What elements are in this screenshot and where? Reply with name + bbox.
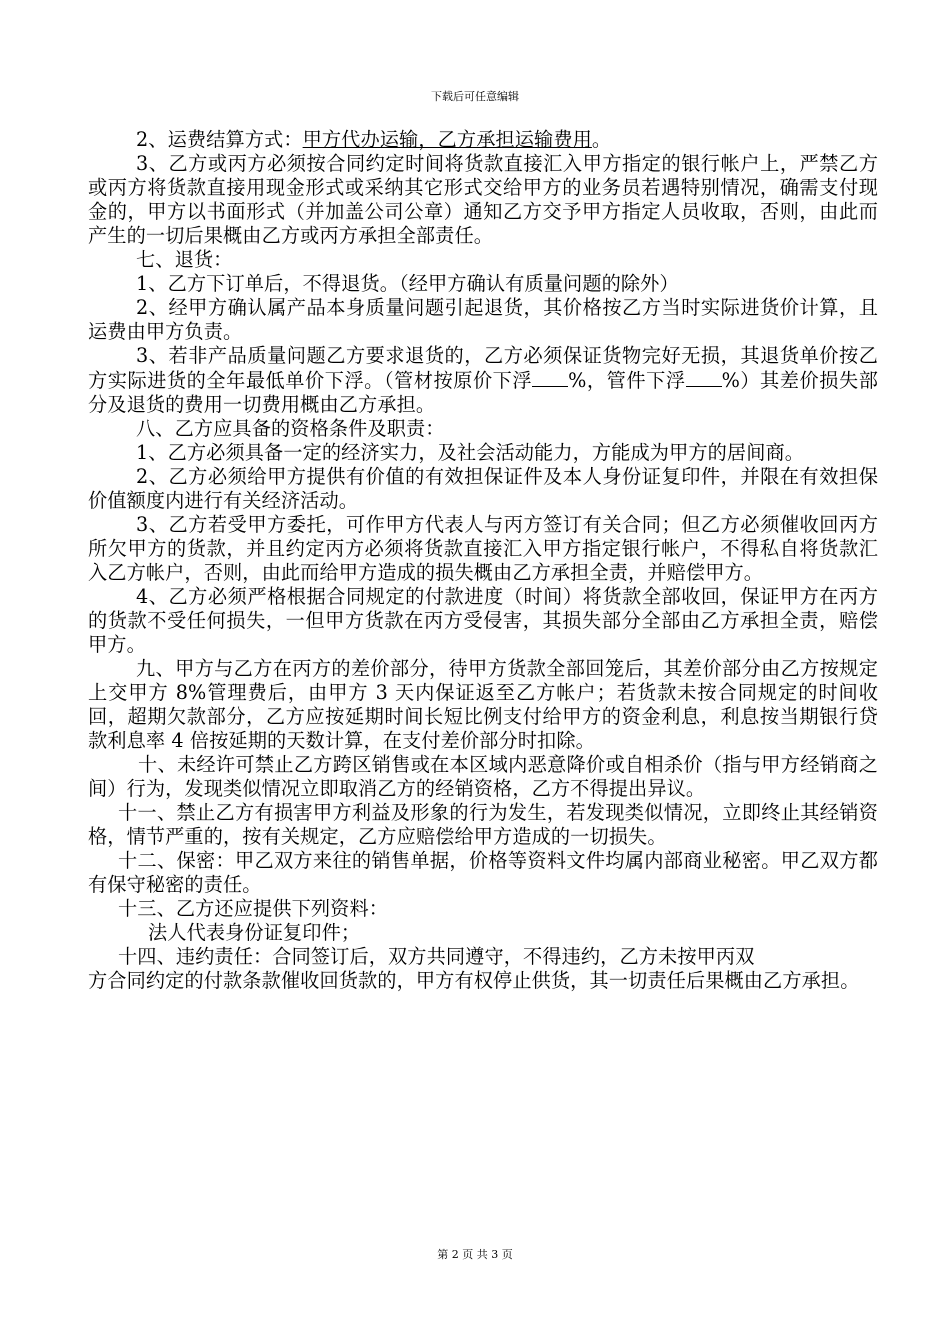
returns-3-part-b: %，管件下浮 [568,369,686,392]
paragraph-qualification-2: 2、乙方必须给甲方提供有价值的有效担保证件及本人身份证复印件，并限在有效担保价值额度内进行有关经济活动。 [88,465,878,512]
section-heading-qualifications: 八、乙方应具备的资格条件及职责： [136,417,445,440]
paragraph-section-fourteen: 十四、违约责任：合同签订后，双方共同遵守，不得违约，乙方未按甲丙双 [118,945,755,968]
returns-3-part-a: 3、若非产品质量问题乙方要求退货的，乙方必须保证货物完好无损，其退货单价按乙方实际进货的全年最低单价下浮。（管材按原价下浮 [88,344,878,392]
paragraph-payment-account: 3、乙方或丙方必须按合同约定时间将货款直接汇入甲方指定的银行帐户上，严禁乙方或丙方将货款直接用现金形式或采纳其它形式交给甲方的业务员若遇特别情况，确需支付现金的，甲方以书面形式（并加盖公司公章）通知乙方交予甲方指定人员收取，否则，由此而产生的一切后果概由乙方或丙方承担全部责任。 [88,152,878,247]
paragraph-returns-3 [88,344,878,417]
paragraph-qualification-3: 3、乙方若受甲方委托，可作甲方代表人与丙方签订有关合同；但乙方必须催收回丙方所欠甲方的货款，并且约定丙方必须将货款直接汇入甲方指定银行帐户，不得私自将货款汇入乙方帐户，否则，由此而给甲方造成的损失概由乙方承担全责，并赔偿甲方。 [88,513,878,584]
blank-field [532,368,568,387]
page-header: 下载后可任意编辑 [431,90,519,103]
paragraph-section-ten: 十、未经许可禁止乙方跨区销售或在本区域内恶意降价或自相杀价（指与甲方经销商之间）行为，发现类似情况立即取消乙方的经销资格，乙方不得提出异议。 [88,753,878,800]
paragraph-returns-2: 2、经甲方确认属产品本身质量问题引起退货，其价格按乙方当时实际进货价计算，且运费由甲方负责。 [88,296,878,343]
paragraph-returns-1: 1、乙方下订单后，不得退货。（经甲方确认有质量问题的除外） [136,272,679,295]
document-body [88,128,878,993]
paragraph-section-fourteen-cont: 方合同约定的付款条款催收回货款的，甲方有权停止供货，其一切责任后果概由乙方承担。 [88,969,860,992]
freight-settlement-label: 2、运费结算方式： [136,128,303,151]
section-heading-materials: 十三、乙方还应提供下列资料： [118,897,389,920]
paragraph-qualification-4: 4、乙方必须严格根据合同规定的付款进度（时间）将货款全部收回，保证甲方在丙方的货款不受任何损失，一但甲方货款在丙方受侵害，其损失部分全部由乙方承担全责，赔偿甲方。 [88,585,878,656]
freight-settlement-end: 。 [591,128,612,151]
page-footer: 第 2 页 共 3 页 [437,1248,513,1261]
paragraph-section-twelve: 十二、保密：甲乙双方来往的销售单据，价格等资料文件均属内部商业秘密。甲乙双方都有保守秘密的责任。 [88,849,878,896]
paragraph-section-eleven: 十一、禁止乙方有损害甲方利益及形象的行为发生，若发现类似情况，立即终止其经销资格，情节严重的，按有关规定，乙方应赔偿给甲方造成的一切损失。 [88,801,878,848]
returns-3-part-c: %）其差价损失部分及退货的费用一切费用概由乙方承担。 [88,369,878,416]
blank-field [686,368,722,387]
section-heading-returns: 七、退货： [136,248,233,271]
paragraph-freight-settlement [88,128,878,152]
paragraph-materials-item: 法人代表身份证复印件； [148,921,361,944]
paragraph-qualification-1: 1、乙方必须具备一定的经济实力，及社会活动能力，方能成为甲方的居间商。 [136,441,805,464]
paragraph-section-nine: 九、甲方与乙方在丙方的差价部分，待甲方货款全部回笼后，其差价部分由乙方按规定上交甲方 8%管理费后，由甲方 3 天内保证返至乙方帐户；若货款未按合同规定的时间收回，超期欠款部分，乙方应按延期时间长短比例支付给甲方的资金利息，利息按当期银行贷款利息率 4 倍按延期的天数计算，在支付差价部分时扣除。 [88,657,878,752]
freight-settlement-value: 甲方代办运输，乙方承担运输费用 [302,128,592,151]
